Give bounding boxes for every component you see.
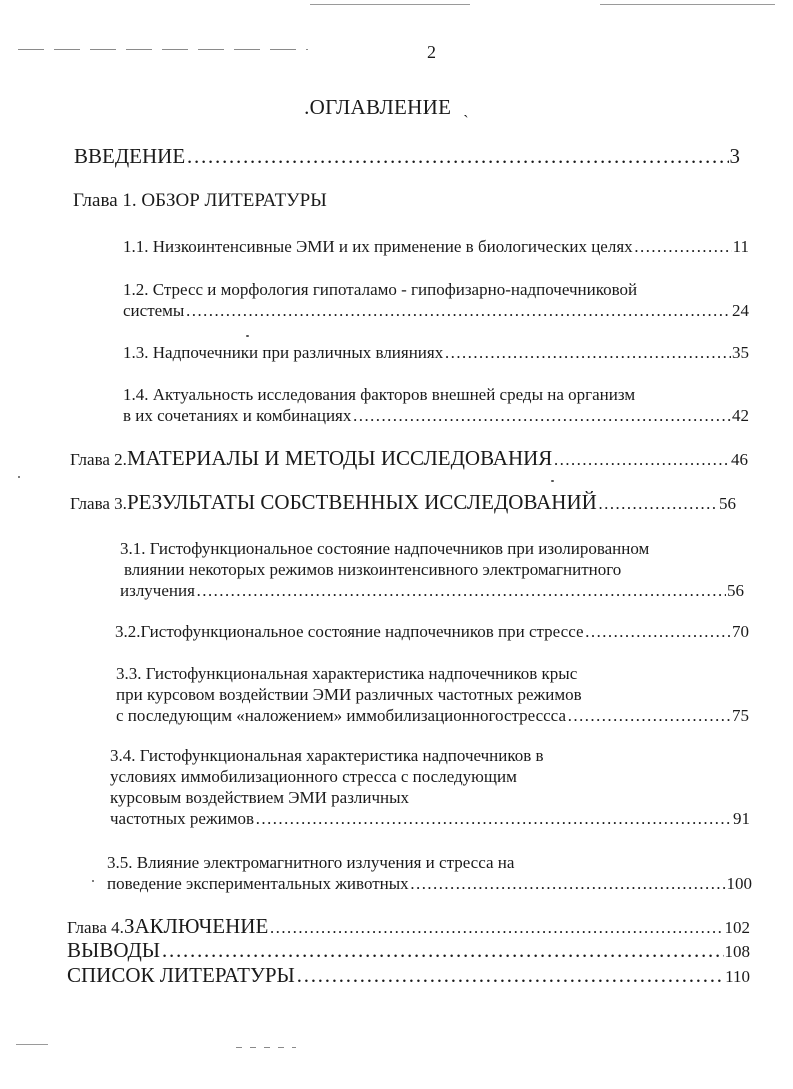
toc-entry-3-2[interactable] <box>115 621 749 642</box>
toc-entry-3-1[interactable] <box>120 538 744 601</box>
dot-leader <box>634 236 732 257</box>
toc-entry-3-3[interactable] <box>116 663 749 726</box>
dot-leader <box>410 873 726 894</box>
entry-title: 3.2.Гистофункциональное состояние надпочечников при стрессе <box>115 622 584 641</box>
toc-entry-1-3[interactable] <box>123 342 749 363</box>
scan-artifact-bottom-mid <box>236 1047 296 1048</box>
scan-mark: ˏ <box>463 101 469 118</box>
scan-artifact-top-right <box>600 4 775 5</box>
dot-leader <box>553 447 730 473</box>
chapter-prefix: Глава 2. <box>70 450 127 469</box>
dot-leader <box>352 405 731 426</box>
dot-leader <box>444 342 731 363</box>
entry-title: СПИСОК ЛИТЕРАТУРЫ <box>67 963 295 987</box>
chapter-prefix: Глава 3. <box>70 494 127 513</box>
toc-title-text: .ОГЛАВЛЕНИЕ <box>304 95 452 119</box>
entry-page: 46 <box>731 450 748 469</box>
entry-title-line-1: 1.4. Актуальность исследования факторов внешней среды на организм <box>123 385 636 404</box>
entry-title-line-2: влиянии некоторых режимов низкоинтенсивного электромагнитного <box>124 560 622 579</box>
entry-title-line-4: частотных режимов <box>110 809 254 828</box>
entry-page: 91 <box>733 809 750 828</box>
entry-title: 1.3. Надпочечники при различных влияниях <box>123 343 444 362</box>
entry-page: 70 <box>732 622 749 641</box>
entry-title-line-1: 3.4. Гистофункциональная характеристика надпочечников в <box>110 746 544 765</box>
scan-speck <box>92 880 94 882</box>
toc-entry-conclusions[interactable] <box>67 937 750 965</box>
dot-leader <box>296 962 724 988</box>
entry-page: 11 <box>732 237 749 256</box>
entry-title: ВЫВОДЫ <box>67 938 161 962</box>
toc-entry-3-4[interactable] <box>110 745 750 829</box>
toc-entry-3-5[interactable] <box>107 852 752 894</box>
entry-title: ВВЕДЕНИЕ <box>74 144 186 168</box>
entry-title-line-2: системы <box>123 301 185 320</box>
entry-page: 102 <box>724 918 750 937</box>
chapter-prefix: Глава 4. <box>67 918 124 937</box>
scan-speck <box>551 480 554 482</box>
entry-title: ЗАКЛЮЧЕНИЕ <box>123 914 269 938</box>
entry-title-line-1: 3.5. Влияние электромагнитного излучения и стресса на <box>107 853 515 872</box>
dot-leader <box>186 143 728 169</box>
entry-title-line-3: с последующим «наложением» иммобилизационногострессса <box>116 706 566 725</box>
toc-entry-introduction[interactable] <box>74 143 740 169</box>
toc-entry-1-4[interactable] <box>123 384 749 426</box>
entry-page: 35 <box>732 343 749 362</box>
toc-entry-1-2[interactable] <box>123 279 749 321</box>
entry-title-line-2: при курсовом воздействии ЭМИ различных частотных режимов <box>116 685 582 704</box>
entry-page: 108 <box>724 942 750 961</box>
entry-title: Глава 1. ОБЗОР ЛИТЕРАТУРЫ <box>73 190 327 211</box>
toc-entry-references[interactable] <box>67 962 750 990</box>
dot-leader <box>196 580 726 601</box>
toc-title <box>0 95 783 120</box>
entry-page: 24 <box>732 301 749 320</box>
entry-title: МАТЕРИАЛЫ И МЕТОДЫ ИССЛЕДОВАНИЯ <box>126 446 553 470</box>
entry-page: 56 <box>727 581 744 600</box>
entry-page: 42 <box>732 406 749 425</box>
scan-artifact-top <box>310 4 470 5</box>
scan-speck <box>246 335 249 337</box>
dot-leader <box>598 491 718 517</box>
page-number: 2 <box>427 42 436 62</box>
entry-title-line-2: поведение экспериментальных животных <box>107 874 409 893</box>
entry-page: 110 <box>725 967 750 986</box>
dot-leader <box>185 300 731 321</box>
entry-title-line-1: 3.1. Гистофункциональное состояние надпочечников при изолированном <box>120 539 650 558</box>
scan-artifact-bottom-left <box>16 1044 48 1045</box>
dot-leader <box>585 621 732 642</box>
entry-title-line-2: в их сочетаниях и комбинациях <box>123 406 352 425</box>
toc-entry-1-1[interactable] <box>123 236 749 257</box>
entry-page: 75 <box>732 706 749 725</box>
dot-leader <box>161 937 723 963</box>
entry-title-line-1: 1.2. Стресс и морфология гипоталамо - гипофизарно-надпочечниковой <box>123 280 638 299</box>
entry-title: РЕЗУЛЬТАТЫ СОБСТВЕННЫХ ИССЛЕДОВАНИЙ <box>126 490 597 514</box>
entry-title-line-3: курсовым воздействием ЭМИ различных <box>110 788 410 807</box>
entry-title: 1.1. Низкоинтенсивные ЭМИ и их применение в биологических целях <box>123 237 633 256</box>
toc-entry-chapter-3[interactable] <box>70 489 736 517</box>
entry-page: 100 <box>726 874 752 893</box>
entry-page: 3 <box>729 144 740 168</box>
dot-leader <box>255 808 732 829</box>
entry-page: 56 <box>719 494 736 513</box>
toc-entry-chapter-1[interactable] <box>73 189 327 213</box>
entry-title-line-1: 3.3. Гистофункциональная характеристика надпочечников крыс <box>116 664 578 683</box>
entry-title-line-2: условиях иммобилизационного стресса с последующим <box>110 767 517 786</box>
toc-entry-chapter-2[interactable] <box>70 445 748 473</box>
scan-speck <box>18 476 20 478</box>
dot-leader <box>567 705 731 726</box>
entry-title-line-3: излучения <box>120 581 195 600</box>
